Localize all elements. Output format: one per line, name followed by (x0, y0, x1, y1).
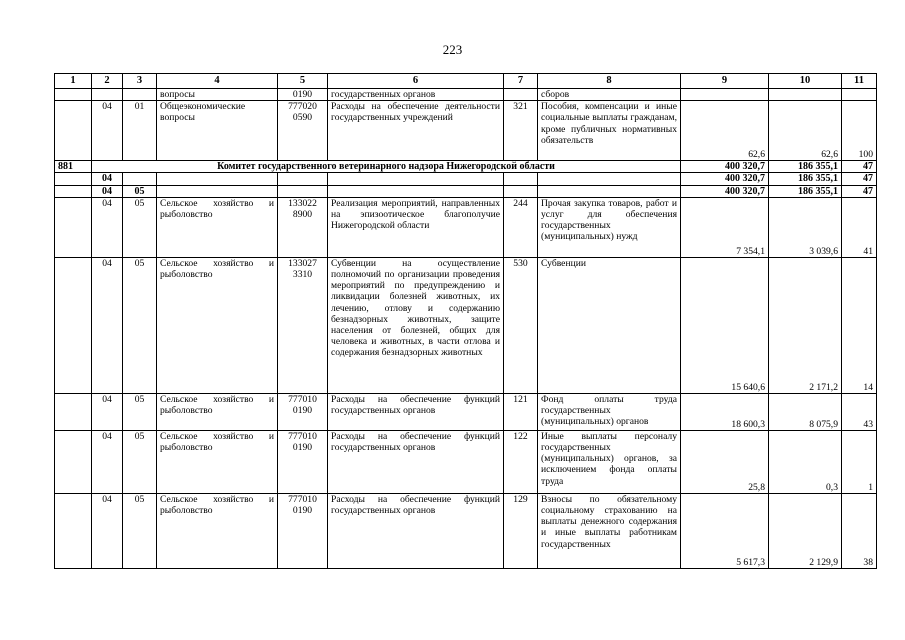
section-total-row (55, 173, 877, 185)
table-row (55, 430, 877, 493)
cell-percent: 47 (842, 161, 877, 173)
cell-percent: 100 (842, 101, 877, 161)
cell-percent: 1 (842, 430, 877, 493)
committee-title: Комитет государственного ветеринарного надзора Нижегородской области (92, 161, 681, 173)
cell-subsection: 05 (123, 185, 157, 197)
cell-actual: 0,3 (769, 430, 842, 493)
cell-subsection: 05 (123, 257, 157, 393)
cell-plan: 400 320,7 (681, 173, 769, 185)
cell-section-name: Сельское хозяйство и рыболовство (157, 197, 278, 257)
cell-section-name: Сельское хозяйство и рыболовство (157, 430, 278, 493)
cell-purpose: Расходы на обеспечение функций государственных органов (328, 430, 504, 493)
col-header: 6 (328, 74, 504, 89)
cell-code: 133022 8900 (278, 197, 328, 257)
cell-plan: 25,8 (681, 430, 769, 493)
cell-section: 04 (92, 185, 123, 197)
cell-expense-type: Прочая закупка товаров, работ и услуг для обеспечения государственных (муниципальных) нужд (538, 197, 681, 257)
cell-code: 777010 0190 (278, 493, 328, 568)
cell-section-name: Сельское хозяйство и рыболовство (157, 493, 278, 568)
cell-section-name: вопросы (157, 89, 278, 101)
cell-expense-type: сборов (538, 89, 681, 101)
col-header: 4 (157, 74, 278, 89)
subsection-total-row (55, 185, 877, 197)
cell-type-code: 121 (504, 393, 538, 430)
cell-actual: 2 171,2 (769, 257, 842, 393)
cell-actual: 3 039,6 (769, 197, 842, 257)
budget-table (54, 73, 877, 569)
col-header: 3 (123, 74, 157, 89)
cell-code: 0190 (278, 89, 328, 101)
cell-ministry-code: 881 (55, 161, 92, 173)
cell-actual: 186 355,1 (769, 173, 842, 185)
cell-code: 777010 0190 (278, 430, 328, 493)
cell-plan: 15 640,6 (681, 257, 769, 393)
cell-purpose: Реализация мероприятий, направленных на эпизоотическое благополучие Нижегородской области (328, 197, 504, 257)
cell-plan: 5 617,3 (681, 493, 769, 568)
cell-type-code: 244 (504, 197, 538, 257)
cell-actual: 8 075,9 (769, 393, 842, 430)
col-header: 8 (538, 74, 681, 89)
cell-purpose: государственных органов (328, 89, 504, 101)
cell-section-name: Общеэкономические вопросы (157, 101, 278, 161)
cell-percent: 38 (842, 493, 877, 568)
cell-plan: 7 354,1 (681, 197, 769, 257)
cell-expense-type: Взносы по обязательному социальному страхованию на выплаты денежного содержания и иные выплаты работникам государственных (538, 493, 681, 568)
col-header: 7 (504, 74, 538, 89)
col-header: 1 (55, 74, 92, 89)
cell-code: 777010 0190 (278, 393, 328, 430)
cell-subsection: 05 (123, 393, 157, 430)
cell-section: 04 (92, 173, 123, 185)
cell-section: 04 (92, 393, 123, 430)
cell-purpose: Расходы на обеспечение деятельности государственных учреждений (328, 101, 504, 161)
cell-purpose: Субвенции на осуществление полномочий по организации проведения мероприятий по предупреждению и ликвидации болезней животных, их лечению, отлову и содержанию безнадзорных животных, защите населения от болезней, общих для человека и животных, в части отлова и содержания безнадзорных животных (328, 257, 504, 393)
col-header: 11 (842, 74, 877, 89)
cell-section-name: Сельское хозяйство и рыболовство (157, 257, 278, 393)
cell-plan: 400 320,7 (681, 161, 769, 173)
cell-section: 04 (92, 257, 123, 393)
col-header: 2 (92, 74, 123, 89)
cell-percent: 14 (842, 257, 877, 393)
cell-subsection: 05 (123, 197, 157, 257)
continued-row (55, 89, 877, 101)
cell-actual: 186 355,1 (769, 185, 842, 197)
cell-plan: 18 600,3 (681, 393, 769, 430)
cell-section: 04 (92, 197, 123, 257)
cell-purpose: Расходы на обеспечение функций государственных органов (328, 393, 504, 430)
table-row (55, 197, 877, 257)
cell-subsection: 05 (123, 430, 157, 493)
cell-type-code: 530 (504, 257, 538, 393)
cell-type-code: 122 (504, 430, 538, 493)
cell-expense-type: Пособия, компенсации и иные социальные выплаты гражданам, кроме публичных нормативных обязательств (538, 101, 681, 161)
cell-expense-type: Иные выплаты персоналу государственных (муниципальных) органов, за исключением фонда оплаты труда (538, 430, 681, 493)
cell-purpose: Расходы на обеспечение функций государственных органов (328, 493, 504, 568)
cell-expense-type: Фонд оплаты труда государственных (муниципальных) органов (538, 393, 681, 430)
cell-actual: 2 129,9 (769, 493, 842, 568)
cell-expense-type: Субвенции (538, 257, 681, 393)
cell-code: 133027 3310 (278, 257, 328, 393)
cell-percent: 41 (842, 197, 877, 257)
cell-section: 04 (92, 493, 123, 568)
cell-section: 04 (92, 101, 123, 161)
table-row (55, 101, 877, 161)
col-header: 9 (681, 74, 769, 89)
cell-percent: 47 (842, 185, 877, 197)
table-row (55, 257, 877, 393)
cell-code: 777020 0590 (278, 101, 328, 161)
col-header: 10 (769, 74, 842, 89)
table-row (55, 393, 877, 430)
committee-row (55, 161, 877, 173)
cell-plan: 400 320,7 (681, 185, 769, 197)
cell-type-code: 321 (504, 101, 538, 161)
table-row (55, 493, 877, 568)
page-number: 223 (442, 42, 463, 57)
cell-type-code: 129 (504, 493, 538, 568)
cell-actual: 186 355,1 (769, 161, 842, 173)
cell-plan: 62,6 (681, 101, 769, 161)
cell-actual: 62,6 (769, 101, 842, 161)
cell-percent: 47 (842, 173, 877, 185)
cell-section-name: Сельское хозяйство и рыболовство (157, 393, 278, 430)
cell-percent: 43 (842, 393, 877, 430)
cell-subsection: 01 (123, 101, 157, 161)
col-header: 5 (278, 74, 328, 89)
header-row (55, 74, 877, 89)
cell-subsection: 05 (123, 493, 157, 568)
cell-section: 04 (92, 430, 123, 493)
